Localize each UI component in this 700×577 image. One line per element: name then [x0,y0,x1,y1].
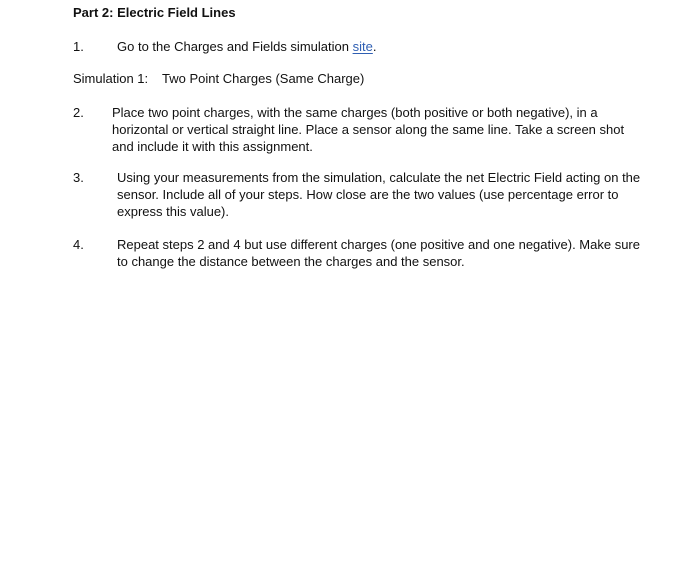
step-3 [0,169,700,220]
step-1-text-wrap [117,38,376,55]
step-2-text: Place two point charges, with the same charges (both positive or both negative), in a horizontal or vertical straight line. Place a sensor along the same line. Take a screen shot and include it with this assignment. [112,105,625,154]
simulation-label: Simulation 1: [73,71,149,86]
step-2-number: 2. [73,105,84,120]
simulation-title: Two Point Charges (Same Charge) [162,71,365,86]
step-1-text: Go to the Charges and Fields simulation [117,39,353,54]
step-1-suffix: . [372,39,377,54]
step-3-number: 3. [73,170,84,185]
step-1 [0,38,700,55]
step-2 [0,104,700,155]
step-4-number: 4. [73,237,84,252]
simulation-site-link[interactable]: site [352,39,373,54]
step-3-text: Using your measurements from the simulation, calculate the net Electric Field acting on the sensor. Include all of your steps. How close are the two values (use percentage error to express this value). [117,170,641,219]
step-4 [0,236,700,270]
step-1-number: 1. [73,39,84,54]
step-4-text: Repeat steps 2 and 4 but use different charges (one positive and one negative). Make sure to change the distance between the charges and the sensor. [117,237,640,269]
page-title: Part 2: Electric Field Lines [73,5,236,20]
